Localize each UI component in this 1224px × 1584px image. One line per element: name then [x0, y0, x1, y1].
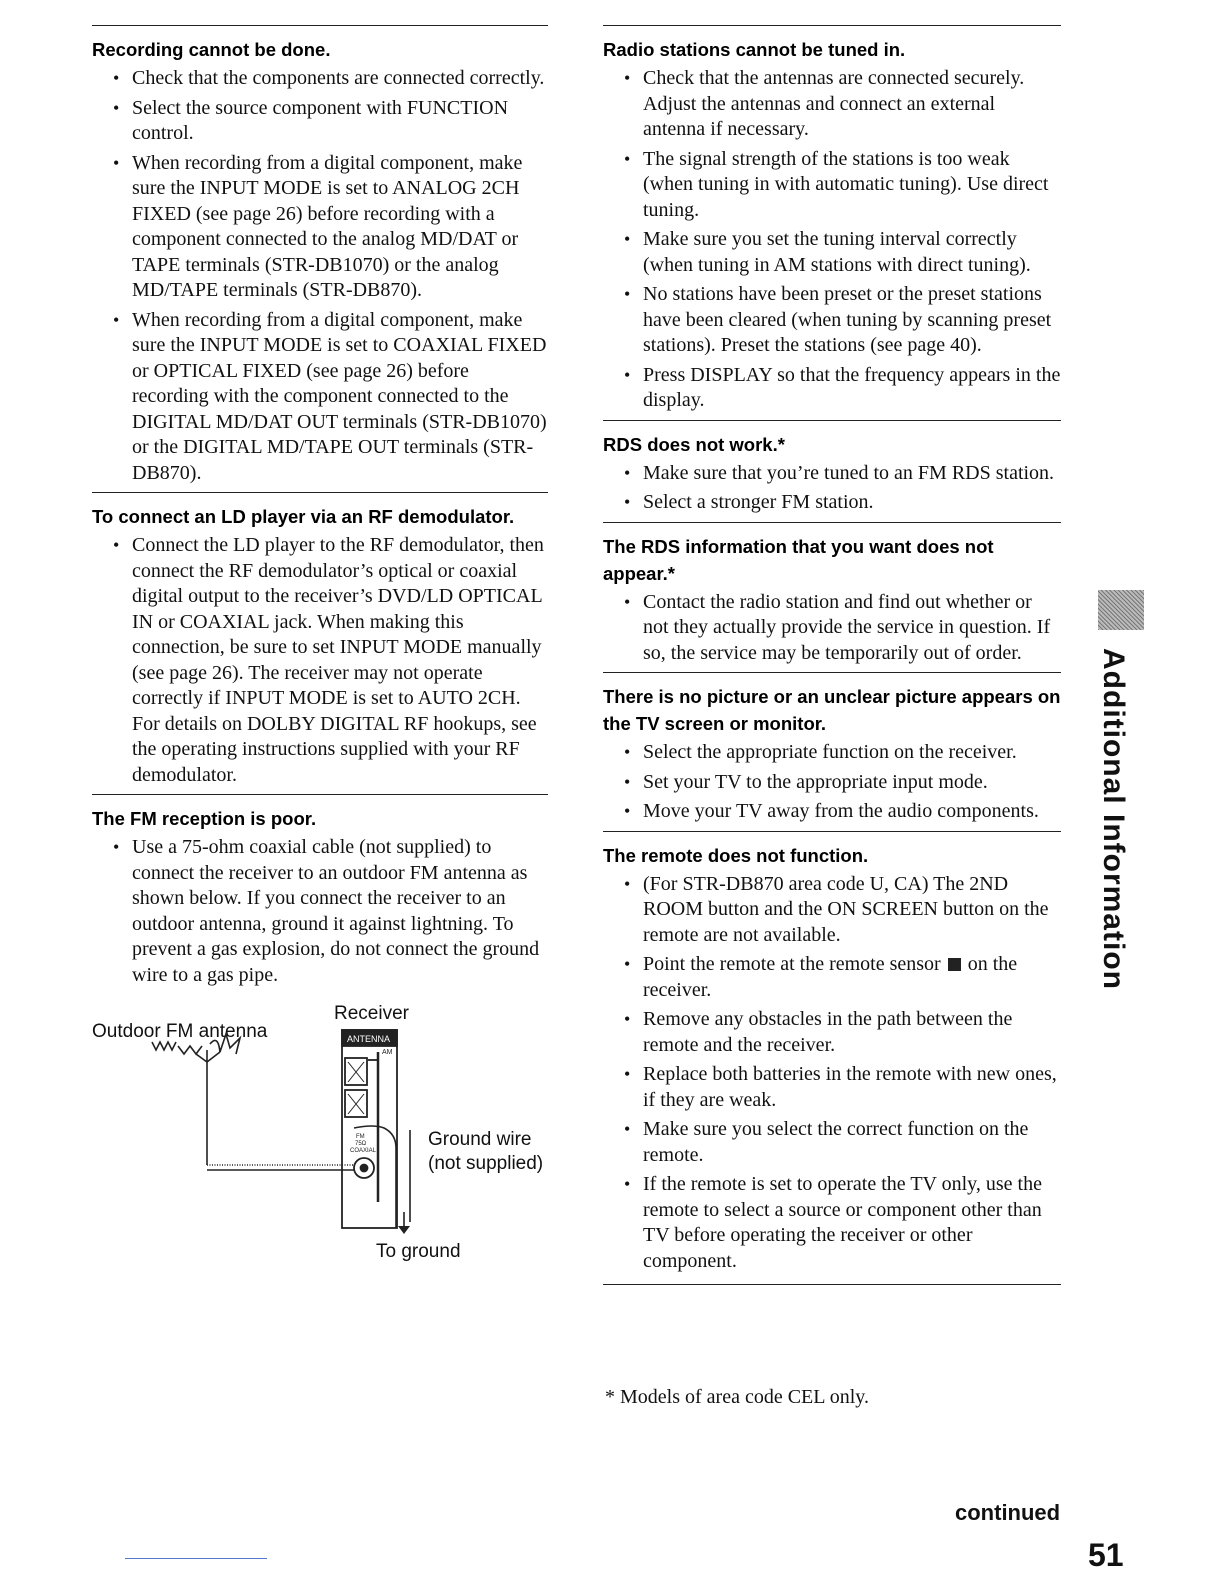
list-item: • No stations have been preset or the preset stations have been cleared (when tuning by scanning preset stations). Preset the stations (see page 40). [623, 282, 1061, 359]
list-item: • Use a 75-ohm coaxial cable (not supplied) to connect the receiver to an outdoor FM antenna as shown below. If you connect the receiver to an outdoor antenna, ground it against lightning. To prevent a gas explosion, do not connect the ground wire to a gas pipe. [112, 835, 548, 988]
section-heading: Recording cannot be done. [92, 39, 331, 60]
receiver-label: Receiver [334, 1003, 409, 1024]
list-item: • Make sure that you’re tuned to an FM RDS station. [623, 461, 1061, 487]
to-ground-label: To ground [376, 1241, 461, 1262]
down-arrow-icon [398, 1226, 410, 1234]
bullet-list [92, 533, 548, 788]
antenna-wiring-illustration [92, 1002, 432, 1292]
list-item [112, 533, 548, 788]
section-fm-reception [92, 794, 548, 1292]
section-rds-information [603, 522, 1061, 667]
list-item-text: Connect the LD player to the RF demodulator, then connect the RF demodulator’s optical or coaxial digital output to the receiver’s DVD/LD OPTICAL IN or COAXIAL jack. When making this connection, be sure to set INPUT MODE manually (see page 26). The receiver may not operate correctly if INPUT MODE is set to AUTO 2CH. [132, 534, 544, 709]
list-item: • (For STR-DB870 area code U, CA) The 2ND ROOM button and the ON SCREEN button on the remote are not available. [623, 872, 1061, 949]
section-heading: There is no picture or an unclear picture appears on the TV screen or monitor. [603, 686, 1061, 734]
section-heading: The FM reception is poor. [92, 808, 317, 829]
section-rds [603, 420, 1061, 516]
list-item: • When recording from a digital component, make sure the INPUT MODE is set to ANALOG 2CH FIXED (see page 26) before recording with a component connected to the analog MD/DAT or TAPE terminals (STR-DB1070) or the analog MD/TAPE terminals (STR-DB870). [112, 151, 548, 304]
list-item: • Press DISPLAY so that the frequency appears in the display. [623, 363, 1061, 414]
fm-antenna-icon [152, 1034, 354, 1170]
list-item: • Remove any obstacles in the path between the remote and the receiver. [623, 1007, 1061, 1058]
list-item: • Check that the antennas are connected securely. Adjust the antennas and connect an external antenna if necessary. [623, 66, 1061, 143]
panel-coaxial-text: COAXIAL [350, 1148, 377, 1154]
bullet-list [603, 872, 1061, 1275]
list-item-note: For details on DOLBY DIGITAL RF hookups, see the operating instructions supplied with your RF demodulator. [132, 712, 537, 786]
list-item: • Make sure you select the correct function on the remote. [623, 1117, 1061, 1168]
side-tab-label: Additional Information [1097, 648, 1130, 990]
panel-ohm-text: 75Ω [355, 1141, 367, 1147]
bullet-list [603, 461, 1061, 516]
section-heading: To connect an LD player via an RF demodulator. [92, 506, 515, 527]
list-item [623, 952, 1061, 1003]
bullet-list [603, 590, 1061, 667]
list-item: • Contact the radio station and find out whether or not they actually provide the service in question. If so, the service may be temporarily out of order. [623, 590, 1061, 667]
list-item-text: Point the remote at the remote sensor [643, 953, 941, 975]
page-number: 51 [1088, 1537, 1124, 1573]
bullet-list [92, 835, 548, 988]
section-tv-picture [603, 672, 1061, 825]
list-item-text-suffix: on the receiver. [643, 953, 1018, 1001]
list-item: • Set your TV to the appropriate input mode. [623, 770, 1061, 796]
list-item: • If the remote is set to operate the TV only, use the remote to select a source or component other than TV before operating the receiver or other component. [623, 1172, 1061, 1274]
panel-fm-text: FM [356, 1134, 365, 1140]
section-heading: The RDS information that you want does not appear.* [603, 535, 994, 584]
bullet-list [92, 66, 548, 486]
section-recording [92, 25, 548, 486]
section-ld-player [92, 492, 548, 788]
right-column [603, 25, 1061, 1291]
list-item: • Select the appropriate function on the receiver. [623, 740, 1061, 766]
not-supplied-label: (not supplied) [428, 1153, 544, 1174]
list-item: • Select a stronger FM station. [623, 490, 1061, 516]
footnote: * Models of area code CEL only. [605, 1386, 869, 1408]
receiver-antenna-panel [342, 1030, 397, 1228]
side-tab-marker [1098, 590, 1144, 630]
bullet-list [603, 66, 1061, 414]
section-remote [603, 831, 1061, 1286]
panel-antenna-text: ANTENNA [347, 1034, 391, 1044]
outdoor-fm-antenna-label: Outdoor FM antenna [92, 1021, 268, 1042]
continued-label: continued [955, 1500, 1061, 1525]
footer-rule [125, 1558, 267, 1559]
list-item: • Check that the components are connected correctly. [112, 66, 548, 92]
section-radio-tuning [603, 25, 1061, 414]
section-heading: The remote does not function. [603, 844, 869, 866]
ground-wire-label: Ground wire [428, 1129, 532, 1150]
bullet-list [603, 740, 1061, 825]
section-heading: RDS does not work.* [603, 433, 785, 455]
list-item: • Make sure you set the tuning interval correctly (when tuning in AM stations with direct tuning). [623, 227, 1061, 278]
list-item: • Move your TV away from the audio components. [623, 799, 1061, 825]
remote-sensor-icon [948, 958, 961, 971]
left-column [92, 25, 548, 1298]
section-heading: Radio stations cannot be tuned in. [603, 39, 906, 60]
list-item: • Replace both batteries in the remote with new ones, if they are weak. [623, 1062, 1061, 1113]
panel-am-text: AM [382, 1049, 393, 1056]
list-item: • The signal strength of the stations is too weak (when tuning in with automatic tuning). Use direct tuning. [623, 147, 1061, 224]
antenna-connection-diagram [92, 1002, 548, 1292]
list-item: • When recording from a digital component, make sure the INPUT MODE is set to COAXIAL FIXED or OPTICAL FIXED (see page 26) before recording with the component connected to the DIGITAL MD/DAT OUT terminals (STR-DB1070) or the DIGITAL MD/TAPE OUT terminals (STR-DB870). [112, 308, 548, 487]
list-item: • Select the source component with FUNCTION control. [112, 96, 548, 147]
